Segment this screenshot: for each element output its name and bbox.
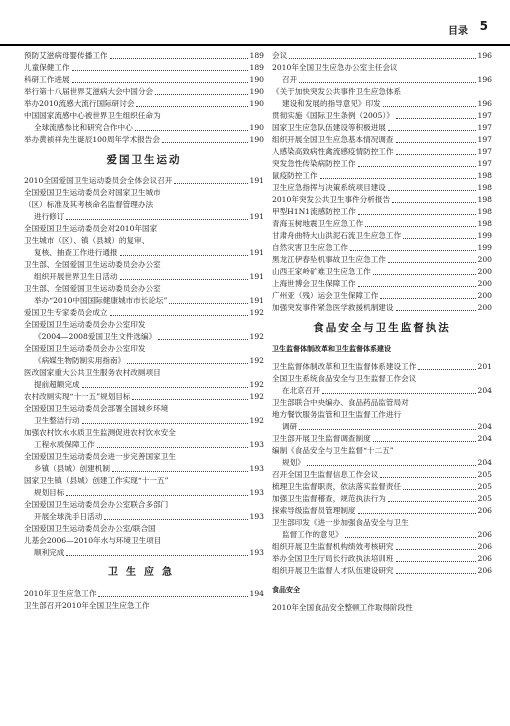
dot-leader [112,471,248,472]
toc-entry-text: 调研 [282,422,298,431]
toc-page-number: 204 [477,434,492,443]
toc-entry-text: 全国爱国卫生运动委员会对2010年国家 [24,224,158,233]
toc-entry[interactable] [24,86,264,98]
toc-entry-text: 卫生整洁行动 [34,416,80,425]
toc-page-number: 198 [477,207,492,216]
dot-leader [320,178,476,179]
toc-entry-text: 全国爱国卫生运动委员会办公室/联合国 [24,524,156,533]
toc-page-number: 206 [477,506,492,515]
toc-page-number: 200 [477,291,492,300]
toc-entry[interactable] [272,493,492,505]
toc-entry-text: 梳理卫生监督职责，依法落实监督责任 [272,482,402,491]
dot-leader [110,58,248,59]
toc-entry-text: 卫生部召开2010年全国卫生应急工作 [24,601,150,610]
toc-entry-text: 《2004—2008爱国卫生文件选编》 [34,332,157,341]
dot-leader [158,339,247,340]
toc-entry-text: 召开全国卫生监督信息工作会议 [272,470,379,479]
toc-entry[interactable] [272,206,492,218]
dot-leader [388,262,476,263]
toc-entry[interactable] [272,230,492,242]
toc-entry-text: 全国爱国卫生运动委员会办公室联合多部门 [24,500,169,509]
dot-leader [127,363,247,364]
dot-leader [388,501,476,502]
toc-entry-text: 科研工作进展 [24,75,70,84]
toc-entry-text: 全国爱国卫生运动委员会办公室印发 [24,320,146,329]
toc-entry-text: 探索导级监督员管理制度 [272,506,356,515]
toc-entry-text: 加强卫生监督稽查，规范执法行为 [272,494,386,503]
dot-leader [155,94,247,95]
toc-page-number: 204 [477,386,492,395]
toc-entry-text: 举办全国卫生厅局长行政执法培训班 [272,554,394,563]
toc-entry[interactable] [272,278,492,290]
dot-leader [162,142,248,143]
toc-page-number: 193 [249,464,264,473]
toc-entry-text: 建设和发展的指导意见》印发 [282,99,381,108]
page-number: 5 [479,19,488,33]
toc-page-number: 200 [477,279,492,288]
running-header: 目录 [448,26,468,37]
page-header [0,0,510,46]
left-column [24,50,264,612]
toc-page-number: 196 [477,75,492,84]
toc-entry-text: 《病媒生物防制实用指南》 [34,356,126,365]
toc-entry-text: 国家卫生镇（县城）创建工作实现“十一五” [24,476,169,485]
toc-entry-text: 突发急性传染病防控工作 [272,159,356,168]
toc-page-number: 197 [477,111,492,120]
toc-entry-text: 举行第十八届世界艾滋病大会中国分会 [24,87,154,96]
toc-entry-text: 贯彻实施《国际卫生条例（2005）》 [272,111,394,120]
toc-entry[interactable] [24,451,264,475]
toc-page-number: 199 [477,243,492,252]
toc-entry[interactable] [272,302,492,314]
toc-page-number: 206 [477,566,492,575]
toc-entry-text: 组织开展卫生监督人才队伍建设研究 [272,566,394,575]
toc-page-number: 204 [477,422,492,431]
toc-page-number: 191 [249,212,264,221]
dot-leader [350,250,476,251]
dot-leader [289,58,475,59]
toc-entry[interactable] [272,290,492,302]
dot-leader [307,465,476,466]
dot-leader [82,423,248,424]
toc-entry-text: 儿童保健工作 [24,63,70,72]
toc-entry-text: 卫生监督体制改革和卫生监督体系建设工作 [272,362,417,371]
toc-page-number: 206 [477,542,492,551]
toc-page-number: 197 [477,123,492,132]
toc-entry-text: 地方餐饮服务监管和卫生监督工作进行 [272,410,402,419]
toc-entry-text: 编制《食品安全与卫生监督“十二五” [272,446,394,455]
dot-leader [396,118,476,119]
toc-entry[interactable] [24,391,264,403]
toc-entry[interactable] [24,475,264,499]
toc-entry-text: 2010年全国卫生应急办公室主任会议 [272,63,398,72]
toc-entry-text: 全球流感参比和研究合作中心 [34,123,133,132]
toc-page-number: 192 [249,380,264,389]
toc-entry[interactable] [272,445,492,469]
toc-entry[interactable] [272,242,492,254]
dot-leader [396,561,476,562]
toc-entry-text: 进行修订 [34,212,65,221]
toc-entry-text: 医改国家重大公共卫生服务农村改厕项目 [24,368,161,377]
toc-entry[interactable] [24,367,264,391]
dot-leader [322,393,476,394]
toc-entry[interactable] [24,307,264,319]
toc-entry[interactable] [272,122,492,134]
toc-entry[interactable] [24,62,264,74]
toc-entry[interactable] [272,481,492,493]
toc-entry-text: 顺利完成 [34,548,65,557]
toc-page-number: 192 [249,332,264,341]
dot-leader [396,142,476,143]
toc-page-number: 192 [249,356,264,365]
toc-entry[interactable] [24,499,264,523]
toc-entry-text: 全国爱国卫生运动委员会进一步完善国家卫生 [24,452,176,461]
toc-entry-text: 人感染高致病性禽流感疫情防控工作 [272,147,394,156]
toc-entry-text: 2010年全国食品安全整顿工作取得阶段性 [272,603,413,612]
toc-entry[interactable] [272,194,492,206]
dot-leader [132,399,247,400]
toc-entry[interactable] [24,343,264,367]
toc-page-number: 193 [249,488,264,497]
dot-leader [388,190,476,191]
dot-leader [388,130,476,131]
toc-page-number: 197 [477,147,492,156]
dot-leader [358,513,476,514]
toc-entry-text: 卫生部、全国爱国卫生运动委员会办公室 [24,260,161,269]
dot-leader [66,495,247,496]
dot-leader [418,369,475,370]
toc-entry[interactable] [272,373,492,397]
dot-leader [396,549,476,550]
toc-entry-text: 自然灾害卫生应急工作 [272,243,348,252]
toc-entry-text: 预防艾滋病母婴传播工作 [24,51,108,60]
toc-entry[interactable] [272,517,492,541]
toc-entry-text: 甘肃舟曲特大山洪泥石流卫生应急工作 [272,231,402,240]
toc-page-number: 196 [477,51,492,60]
toc-entry-text: 全国爱国卫生运动委员会部署全国城乡环境 [24,404,169,413]
toc-page-number: 200 [477,303,492,312]
toc-entry[interactable] [272,254,492,266]
toc-page-number: 190 [249,75,264,84]
toc-entry[interactable] [24,403,264,427]
dot-leader [396,154,476,155]
dot-leader [136,106,247,107]
toc-entry-text: 卫生应急指挥与决策系统项目建设 [272,183,386,192]
dot-leader [345,537,476,538]
toc-entry-text: （区）标准及其考核命名监督管理办法 [24,200,154,209]
toc-entry-text: 组织开展全国卫生应急基本情况调查 [272,135,394,144]
dot-leader [380,298,475,299]
toc-entry-text: 规划》 [282,458,305,467]
toc-entry[interactable] [24,223,264,259]
dot-leader [110,315,248,316]
toc-entry-text: 甲型H1N1流感防控工作 [272,207,356,216]
toc-entry[interactable] [272,134,492,146]
dot-leader [104,519,247,520]
dot-leader [72,70,248,71]
toc-entry-text: 爱国卫生专家委员会成立 [24,308,108,317]
toc-page-number: 190 [249,87,264,96]
toc-entry[interactable] [24,175,264,187]
toc-entry-text: 举办“2010中国国际健康城市市长论坛” [34,296,168,305]
toc-entry[interactable] [272,218,492,230]
toc-page-number: 193 [249,440,264,449]
dot-leader [135,130,248,131]
toc-entry[interactable] [272,50,492,62]
dot-leader [169,303,247,304]
toc-page-number: 205 [477,482,492,491]
dot-leader [383,106,476,107]
dot-leader [380,477,475,478]
dot-leader [98,596,247,597]
toc-entry[interactable] [24,283,264,307]
toc-page-number: 192 [249,416,264,425]
dot-leader [365,226,475,227]
toc-page-number: 197 [477,135,492,144]
toc-entry-text: 乡镇（县城）创建机制 [34,464,110,473]
toc-page-number: 191 [249,248,264,257]
toc-page-number: 190 [249,123,264,132]
toc-entry-text: 鼠疫防控工作 [272,171,318,180]
toc-entry-text: 加强突发事件紧急医学救援机制建设 [272,303,394,312]
toc-page-number: 189 [249,63,264,72]
toc-page-number: 192 [249,392,264,401]
dot-leader [373,274,476,275]
toc-entry-text: 国家卫生应急队伍建设等积极进展 [272,123,386,132]
dot-leader [66,555,247,556]
toc-entry-text: 组织开展世界卫生日活动 [34,272,118,281]
toc-entry-text: 青海玉树地震卫生应急工作 [272,219,364,228]
toc-page-number: 192 [249,308,264,317]
toc-entry-text: 会议 [272,51,288,60]
toc-entry[interactable] [272,469,492,481]
toc-entry-text: 在北京召开 [282,386,320,395]
toc-entry-text: 全国爱国卫生运动委员会对国家卫生城市 [24,188,161,197]
toc-entry[interactable] [272,541,492,553]
toc-page-number: 201 [477,362,492,371]
dot-leader [82,387,248,388]
toc-entry-text: 卫生部印发《进一步加强食品安全与卫生 [272,518,409,527]
toc-entry[interactable] [272,565,492,577]
toc-entry-text: 卫生部、全国爱国卫生运动委员会办公室 [24,284,161,293]
right-column [272,50,492,614]
dot-leader [72,82,248,83]
toc-page-number: 199 [477,231,492,240]
toc-entry-text: 召开 [282,75,298,84]
section-heading: 爱国卫生运动 [106,154,182,166]
dot-leader [373,441,476,442]
subsection-heading: 食品安全 [272,586,300,594]
toc-entry-text: 提前超额完成 [34,380,80,389]
dot-leader [120,279,248,280]
toc-entry[interactable] [24,523,264,559]
toc-entry[interactable] [272,361,492,373]
toc-page-number: 206 [477,530,492,539]
toc-page-number: 200 [477,255,492,264]
toc-page-number: 198 [477,219,492,228]
toc-entry-text: 农村改厕实现“十一五”规划目标 [24,392,131,401]
toc-entry-text: 广州亚（残）运会卫生保障工作 [272,291,379,300]
toc-page-number: 191 [249,296,264,305]
toc-entry[interactable] [272,146,492,158]
toc-page-number: 190 [249,135,264,144]
toc-entry-text: 山西王家岭矿难卫生应急工作 [272,267,371,276]
toc-page-number: 193 [249,512,264,521]
toc-entry[interactable] [272,170,492,182]
dot-leader [66,219,247,220]
toc-entry[interactable] [272,182,492,194]
toc-entry[interactable] [272,158,492,170]
toc-entry-text: 卫生城市（区）、镇（县城）的复审、 [24,236,150,245]
dot-leader [403,489,475,490]
dot-leader [358,286,476,287]
toc-entry-text: 开展全球洗手日活动 [34,512,103,521]
toc-page-number: 205 [477,494,492,503]
toc-page-number: 204 [477,458,492,467]
toc-entry[interactable] [272,266,492,278]
dot-leader [358,166,476,167]
toc-entry[interactable] [24,427,264,451]
toc-entry[interactable] [24,259,264,283]
section-heading: 卫生应急 [108,567,180,578]
dot-leader [396,310,476,311]
toc-entry[interactable] [24,588,264,600]
toc-entry-text: 黑龙江伊春坠机事故卫生应急工作 [272,255,386,264]
toc-entry-text: 《关于加快突发公共事件卫生应急体系 [272,87,402,96]
toc-entry-text: 儿基会2006—2010年水与环境卫生项目 [24,536,162,545]
dot-leader [299,82,475,83]
toc-entry[interactable] [24,319,264,343]
toc-page-number: 205 [477,470,492,479]
toc-page-number: 189 [249,51,264,60]
toc-entry[interactable] [272,110,492,122]
toc-page-number: 198 [477,183,492,192]
toc-entry[interactable] [24,74,264,86]
toc-entry-text: 复核、抽查工作进行通报 [34,248,118,257]
dot-leader [174,183,247,184]
toc-entry-text: 卫生部联合中央编办、食品药品监管局对 [272,398,409,407]
dot-leader [299,429,475,430]
toc-entry-text: 举办黄祯祥先生诞辰100周年学术报告会 [24,135,160,144]
toc-entry[interactable] [272,553,492,565]
toc-page-number: 196 [477,99,492,108]
toc-entry-text: 全国爱国卫生运动委员会办公室印发 [24,344,146,353]
toc-entry[interactable] [24,98,264,110]
section-heading: 食品安全与卫生监督执法 [313,322,451,334]
toc-entry-text: 上海世博会卫生保障工作 [272,279,356,288]
toc-entry-text: 监督工作的意见》 [282,530,343,539]
toc-entry-text: 2010年突发公共卫生事件分析报告 [272,195,391,204]
toc-entry-text: 加强农村饮水水质卫生监测促进农村饮水安全 [24,428,176,437]
toc-page-number: 198 [477,195,492,204]
toc-entry[interactable] [272,397,492,433]
toc-entry[interactable] [272,86,492,110]
toc-entry[interactable] [24,50,264,62]
toc-entry-text: 组织开展卫生监督机构绩效考核研究 [272,542,394,551]
toc-entry-text: 工程水质保障工作 [34,440,95,449]
toc-entry[interactable] [24,110,264,134]
toc-entry[interactable] [272,505,492,517]
dot-leader [120,255,248,256]
toc-entry-text: 举办2010流感大流行国际研讨会 [24,99,135,108]
toc-entry[interactable] [272,433,492,445]
toc-page-number: 191 [249,272,264,281]
toc-page-number: 194 [249,589,264,598]
toc-entry-text: 中国国家流感中心被世界卫生组织任命为 [24,111,161,120]
toc-entry-text: 规划目标 [34,488,65,497]
toc-entry[interactable] [24,187,264,223]
toc-entry-text: 卫生部开展卫生监督调查制度 [272,434,371,443]
toc-page-number: 197 [477,159,492,168]
toc-entry[interactable] [272,62,492,86]
dot-leader [358,214,476,215]
toc-entry-text: 2010年卫生应急工作 [24,589,97,598]
toc-entry[interactable] [24,134,264,146]
dot-leader [392,202,475,203]
toc-entry-text: 2010全国爱国卫生运动委员会全体会议召开 [24,176,173,185]
dot-leader [403,238,475,239]
dot-leader [97,447,248,448]
toc-page-number: 198 [477,171,492,180]
toc-page-number: 191 [249,176,264,185]
toc-page-number: 206 [477,554,492,563]
toc-entry-text: 全国卫生系统食品安全与卫生监督工作会议 [272,374,417,383]
toc-page-number: 190 [249,99,264,108]
dot-leader [396,573,476,574]
toc-page-number: 193 [249,548,264,557]
toc-page-number: 200 [477,267,492,276]
subsection-heading: 卫生监督体制改革和卫生监督体系建设 [272,345,391,353]
